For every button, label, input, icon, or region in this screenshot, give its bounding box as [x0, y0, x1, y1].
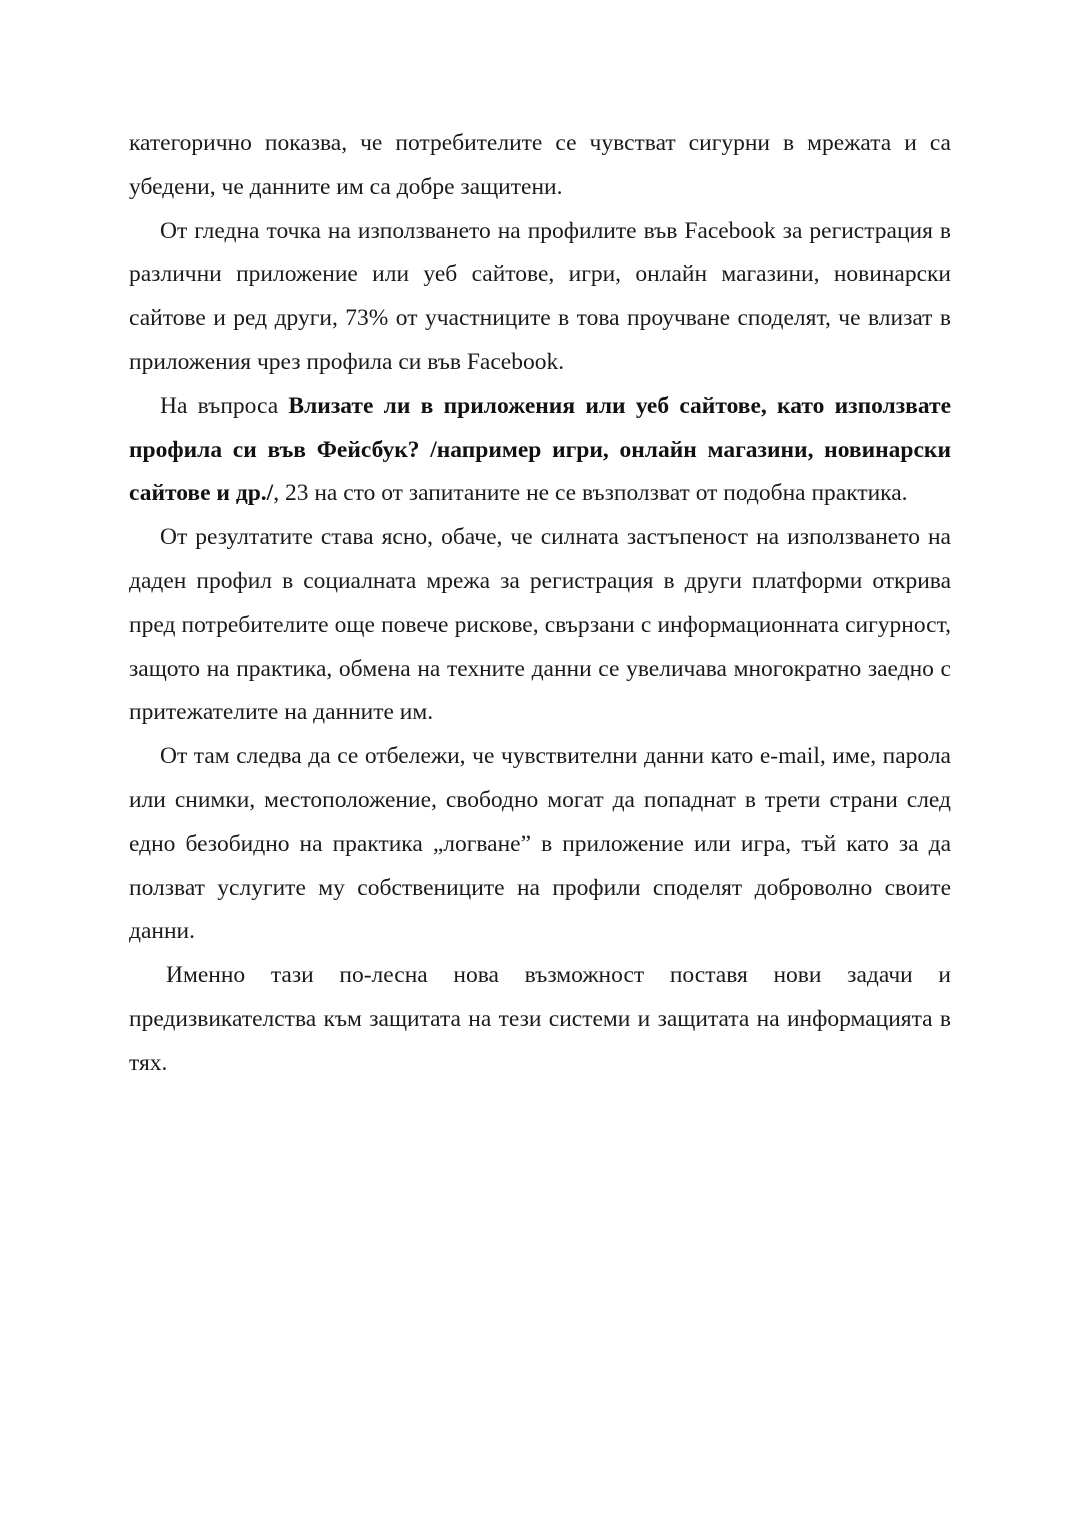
- paragraph-2: От гледна точка на използването на профилите във Facebook за регистрация в различни приложение или уеб сайтове, игри, онлайн магазини, новинарски сайтове и ред други, 73% от участниците в това проучване споделят, че влизат в приложения чрез профила си във Facebook.: [129, 217, 951, 375]
- paragraph-5: От там следва да се отбележи, че чувствителни данни като e-mail, име, парола или снимки, местоположение, свободно могат да попаднат в трети страни след едно безобидно на практика „логване” в приложение или игра, тъй като за да ползват услугите му собствениците на профили споделят доброволно своите данни.: [129, 743, 951, 945]
- paragraph-3-outro: , 23 на сто от запитаните не се възползват от подобна практика.: [273, 480, 908, 507]
- paragraph-6: Именно тази по-лесна нова възможност поставя нови задачи и предизвикателства към защитата на тези системи и защитата на информацията в тях.: [129, 962, 951, 1076]
- paragraph-4: От резултатите става ясно, обаче, че силната застъпеност на използването на даден профил в социалната мрежа за регистрация в други платформи открива пред потребителите още повече рискове, свързани с информационната сигурност, защото на практика, обмена на техните данни се увеличава многократно заедно с притежателите на данните им.: [129, 524, 951, 726]
- document-body: [129, 122, 951, 1086]
- paragraph-1: категорично показва, че потребителите се чувстват сигурни в мрежата и са убедени, че данните им са добре защитени.: [129, 130, 951, 200]
- paragraph-3-intro: На въпроса: [160, 392, 289, 419]
- paragraph-3: [129, 385, 951, 516]
- survey-question: Влизате ли в приложения или уеб сайтове, като използвате профила си във Фейсбук? /например игри, онлайн магазини, новинарски сайтове и др./: [129, 392, 951, 507]
